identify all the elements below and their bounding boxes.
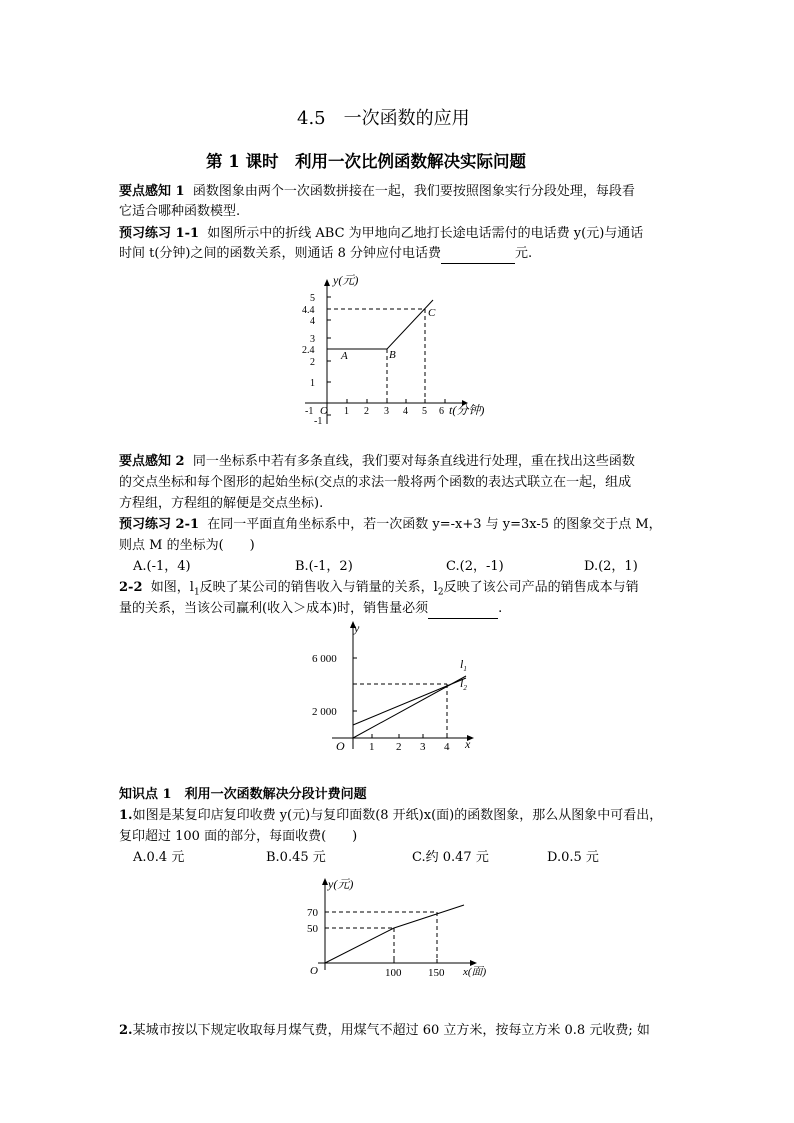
x-tick-3: 3 bbox=[384, 406, 389, 417]
question-1-number: 1. bbox=[119, 808, 133, 823]
y-axis-arrow bbox=[324, 279, 330, 286]
x-tick-5: 5 bbox=[422, 406, 427, 417]
point-c-label: C bbox=[428, 307, 436, 319]
x-axis-label: t(分钟) bbox=[449, 403, 485, 417]
q1-choice-c[interactable]: C.约 0.47 元 bbox=[412, 850, 489, 865]
l1-subscript: 1 bbox=[193, 587, 200, 598]
x-tick-4: 4 bbox=[403, 406, 408, 417]
exercise-2-2-text-1a: 如图，l bbox=[150, 580, 194, 595]
x-tick-neg-1: -1 bbox=[305, 406, 314, 417]
q1-choice-a[interactable]: A.0.4 元 bbox=[133, 850, 185, 865]
polyline-abc bbox=[331, 300, 433, 349]
x-tick-4: 4 bbox=[444, 741, 450, 753]
x-tick-100: 100 bbox=[385, 967, 402, 979]
choice-c[interactable]: C.(2，-1) bbox=[446, 559, 504, 574]
exercise-1-1-text-2b: 元. bbox=[515, 246, 533, 261]
exercise-2-2-text-1c: 反映了该公司产品的销售成本与销 bbox=[443, 580, 639, 595]
point-1-text-2: 它适合哪种函数模型. bbox=[119, 204, 241, 219]
line-l1 bbox=[353, 676, 466, 738]
y-tick-2-4: 2.4 bbox=[302, 345, 315, 356]
x-tick-1: 1 bbox=[344, 406, 349, 417]
q1-choice-b[interactable]: B.0.45 元 bbox=[266, 850, 326, 865]
fee-polyline bbox=[325, 905, 464, 963]
l2-label: $l_2$ bbox=[460, 676, 467, 692]
point-1-label: 要点感知 1 bbox=[119, 184, 185, 199]
y-tick-1: 1 bbox=[310, 378, 315, 389]
y-axis-label: y(元) bbox=[328, 877, 354, 891]
y-tick-6000: 6 000 bbox=[312, 653, 337, 665]
exercise-2-2-text-2a: 量的关系，当该公司赢利(收入＞成本)时，销售量必须 bbox=[119, 601, 429, 616]
y-tick-70: 70 bbox=[307, 907, 318, 919]
answer-blank-1[interactable] bbox=[441, 245, 515, 264]
question-1-line-1 bbox=[119, 807, 662, 825]
l1-label: $l_1$ bbox=[460, 657, 467, 673]
point-2-text-3: 方程组，方程组的解便是交点坐标). bbox=[119, 496, 324, 511]
point-2-line-1 bbox=[119, 453, 635, 471]
y-tick-3: 3 bbox=[310, 334, 315, 345]
point-1-line-1 bbox=[119, 183, 635, 201]
x-tick-2: 2 bbox=[364, 406, 369, 417]
exercise-2-2-label: 2-2 bbox=[119, 580, 143, 595]
question-2-number: 2. bbox=[119, 1023, 133, 1038]
y-tick-4: 4 bbox=[310, 316, 315, 327]
figure-copy-fee-graph bbox=[298, 870, 493, 985]
page-title: 4.5 一次函数的应用 bbox=[297, 108, 470, 129]
y-tick-50: 50 bbox=[307, 923, 318, 935]
choice-b[interactable]: B.(-1，2) bbox=[295, 559, 353, 574]
point-2-text-1: 同一坐标系中若有多条直线，我们要对每条直线进行处理，重在找出这些函数 bbox=[192, 454, 635, 469]
y-tick-4-4: 4.4 bbox=[302, 305, 315, 316]
origin-label: O bbox=[336, 739, 345, 753]
x-tick-1: 1 bbox=[369, 741, 375, 753]
exercise-2-2-text-2b: . bbox=[498, 601, 503, 616]
exercise-1-1-line-1 bbox=[119, 225, 643, 243]
y-tick-2000: 2 000 bbox=[312, 706, 337, 718]
question-1-text-1: 如图是某复印店复印收费 y(元)与复印面数(8 开纸)x(面)的函数图象，那么从图象中可看出， bbox=[132, 808, 663, 823]
point-2-label: 要点感知 2 bbox=[119, 454, 185, 469]
x-tick-3: 3 bbox=[420, 741, 426, 753]
exercise-1-1-text-2a: 时间 t(分钟)之间的函数关系，则通话 8 分钟应付电话费 bbox=[119, 246, 442, 261]
y-tick-2: 2 bbox=[310, 357, 315, 368]
point-a-label: A bbox=[341, 350, 348, 362]
x-axis-label: x(面) bbox=[463, 966, 487, 978]
exercise-1-1-label: 预习练习 1-1 bbox=[119, 226, 200, 241]
exercise-2-1-text-2: 则点 M 的坐标为( ) bbox=[119, 538, 255, 553]
x-tick-2: 2 bbox=[396, 741, 402, 753]
exercise-2-1-text-1: 在同一平面直角坐标系中，若一次函数 y=-x+3 与 y=3x-5 的图象交于点 M， bbox=[207, 517, 662, 532]
question-2-line-1 bbox=[119, 1022, 650, 1040]
lesson-subtitle: 第 1 课时 利用一次比例函数解决实际问题 bbox=[206, 152, 526, 171]
y-axis-label: y bbox=[354, 621, 360, 635]
origin-label: O bbox=[310, 965, 318, 977]
question-2-text-1: 某城市按以下规定收取每月煤气费，用煤气不超过 60 立方米，按每立方米 0.8 元收费; 如 bbox=[132, 1023, 650, 1038]
origin-label: O bbox=[320, 405, 328, 417]
question-1-text-2: 复印超过 100 面的部分，每面收费( ) bbox=[119, 829, 358, 844]
x-axis-label: x bbox=[465, 737, 471, 751]
exercise-2-1-label: 预习练习 2-1 bbox=[119, 517, 200, 532]
exercise-1-1-text-1: 如图所示中的折线 ABC 为甲地向乙地打长途电话需付的电话费 y(元)与通话 bbox=[207, 226, 644, 241]
y-tick-neg-1: -1 bbox=[314, 416, 323, 427]
exercise-1-1-line-2 bbox=[119, 245, 532, 264]
x-tick-6: 6 bbox=[439, 406, 444, 417]
choice-a[interactable]: A.(-1，4) bbox=[133, 559, 191, 574]
knowledge-point-1: 知识点 1 利用一次函数解决分段计费问题 bbox=[119, 787, 367, 802]
figure-phone-fee-graph bbox=[300, 272, 485, 432]
figure-sales-graph bbox=[310, 616, 485, 756]
point-b-label: B bbox=[389, 349, 396, 361]
exercise-2-1-line-1 bbox=[119, 516, 662, 534]
exercise-2-2-line-1 bbox=[119, 579, 639, 602]
y-tick-5: 5 bbox=[310, 293, 315, 304]
x-tick-150: 150 bbox=[428, 967, 445, 979]
point-2-text-2: 的交点坐标和每个图形的起始坐标(交点的求法一般将两个函数的表达式联立在一起，组成 bbox=[119, 475, 632, 490]
l2-subscript: 2 bbox=[437, 587, 444, 598]
choice-d[interactable]: D.(2，1) bbox=[584, 559, 638, 574]
exercise-2-2-text-1b: 反映了某公司的销售收入与销量的关系，l bbox=[199, 580, 438, 595]
q1-choice-d[interactable]: D.0.5 元 bbox=[547, 850, 599, 865]
point-1-text-1: 函数图象由两个一次函数拼接在一起，我们要按照图象实行分段处理，每段看 bbox=[192, 184, 635, 199]
y-axis-label: y(元) bbox=[333, 273, 359, 287]
